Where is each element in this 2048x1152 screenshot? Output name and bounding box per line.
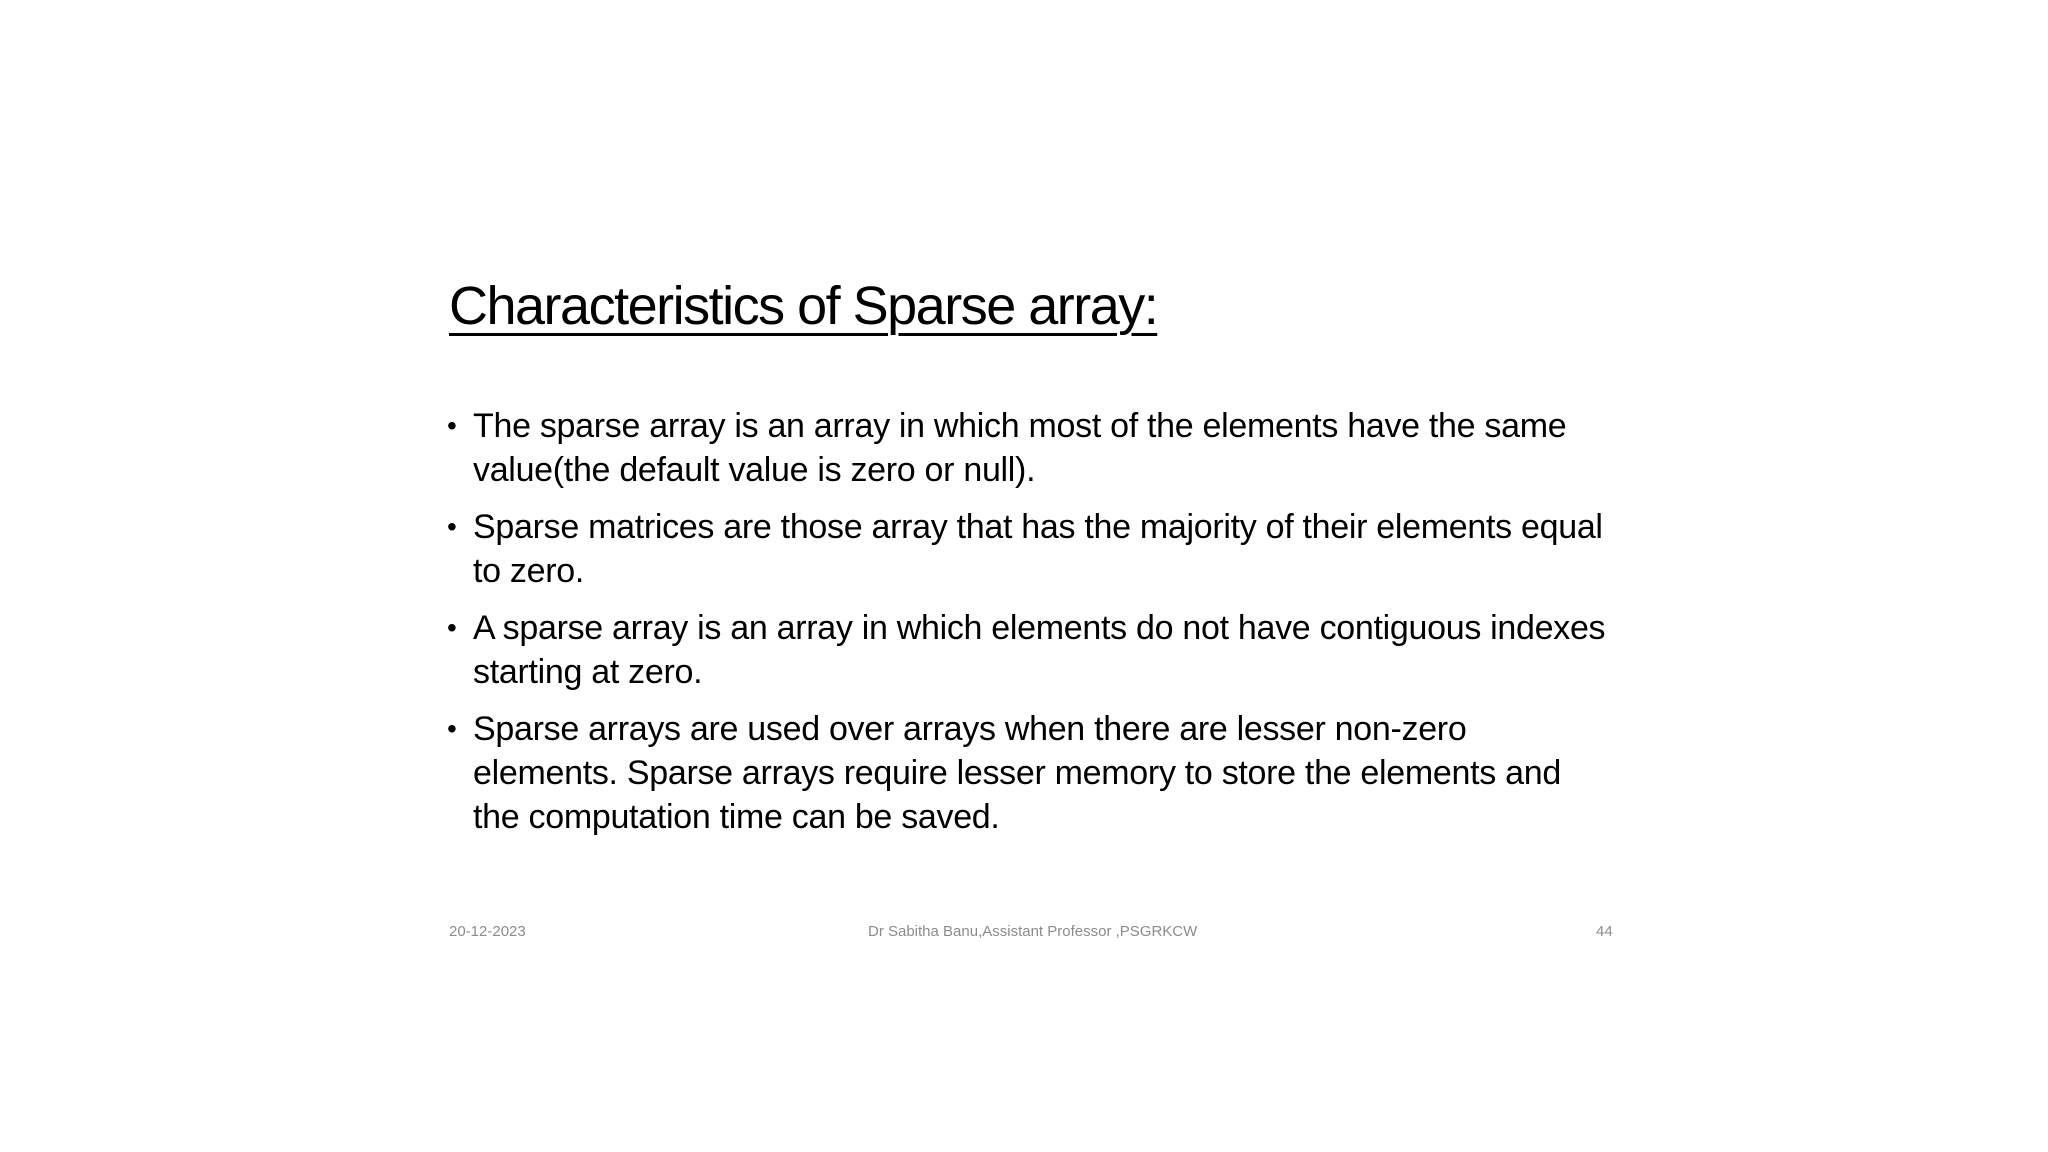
bullet-item bbox=[447, 606, 1607, 694]
bullet-item bbox=[447, 707, 1607, 839]
bullet-list bbox=[447, 404, 1607, 852]
bullet-item bbox=[447, 404, 1607, 492]
bullet-icon: • bbox=[447, 511, 457, 542]
bullet-item bbox=[447, 505, 1607, 593]
bullet-text: Sparse arrays are used over arrays when there are lesser non-zero elements. Sparse arrays require lesser memory to store the elements and the computation time can be saved. bbox=[473, 710, 1561, 836]
bullet-text: A sparse array is an array in which elements do not have contiguous indexes starting at zero. bbox=[473, 609, 1606, 691]
bullet-icon: • bbox=[447, 713, 457, 744]
footer-page-number: 44 bbox=[1596, 923, 1613, 940]
bullet-text: Sparse matrices are those array that has the majority of their elements equal to zero. bbox=[473, 508, 1603, 590]
bullet-text: The sparse array is an array in which most of the elements have the same value(the default value is zero or null). bbox=[473, 407, 1567, 489]
slide-title: Characteristics of Sparse array: bbox=[449, 276, 1158, 336]
footer-date: 20-12-2023 bbox=[449, 923, 526, 940]
bullet-icon: • bbox=[447, 410, 457, 441]
bullet-icon: • bbox=[447, 612, 457, 643]
footer-author: Dr Sabitha Banu,Assistant Professor ,PSGRKCW bbox=[868, 923, 1198, 940]
